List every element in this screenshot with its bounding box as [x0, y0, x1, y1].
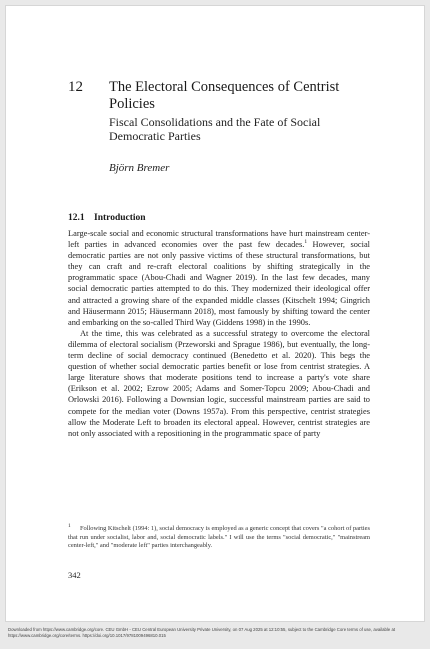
paragraph-1 [68, 228, 370, 328]
footnote: $^1$ Following Kitschelt (1994: 1), social democracy is employed as a generic concept that covers "a cohort of parties that run under socialist, labor and, social democratic labels." I will use the terms "social democratic," "mainstream center-left," and "moderate left" parties interchangeably. [68, 522, 370, 550]
footnote-reference[interactable]: 1 [304, 239, 308, 246]
document-page [5, 5, 425, 622]
chapter-author: Björn Bremer [109, 162, 170, 174]
paragraph-1-continued: However, social democratic parties are not only passive victims of these structural transformations, but they can craft and re-craft electoral coalitions by shifting strategically in the programmatic space (Abou-Chadi and Wagner 2019). In the last few decades, many social democratic parties attempted to do this. They modernized their ideological offer and attracted a growing share of the expanded middle classes (Kitschelt 1994; Gingrich and Häusermann 2015; Häusermann 2018), most famously by shifting toward the center and embarking on the so-called Third Way (Giddens 1998) in the 1990s. [68, 240, 371, 327]
paragraph-1-text: Large-scale social and economic structural transformations have hurt mainstream center-left parties in advanced economies over the past few decades. [68, 229, 370, 250]
chapter-title: The Electoral Consequences of Centrist Policies [109, 79, 340, 112]
page-number: 342 [68, 570, 81, 580]
section-title: Introduction [94, 213, 146, 223]
footnote-text: Following Kitschelt (1994: 1), social democracy is employed as a generic concept that covers "a cohort of parties that run under socialist, labor and, social democratic labels." I will use the terms "social democratic," "mainstream center-left," and "moderate left" parties interchangeably. [68, 525, 370, 550]
download-notice: Downloaded from https://www.cambridge.org/core. CEU GmbH - CEU Central European University Private University, on 07 Aug 2025 at 12:10:55, subject to the Cambridge Core terms of use, available at https://www.cambridge.org/core/terms. https://doi.org/10.1017/9781009496810.015 [8, 627, 396, 638]
section-number: 12.1 [68, 213, 85, 223]
body-text [68, 228, 370, 439]
paragraph-2: At the time, this was celebrated as a successful strategy to overcome the electoral dilemma of electoral socialism (Przeworski and Sprague 1986), but eventually, the long-term decline of social democracy continued (Benedetto et al. 2020). This begs the question of whether social democratic parties benefit or lose from centrist strategies. A large literature shows that moderate positions tend to increase a party's vote share (Erikson et al. 2002; Ezrow 2005; Adams and Somer-Topcu 2009; Abou-Chadi and Orlowski 2016). Following a Downsian logic, successful mainstream parties are said to compete for the median voter (Downs 1957a). From this perspective, centrist strategies allow the Moderate Left to broaden its electoral appeal. However, centrist strategies are not only associated with a repositioning in the programmatic space of party [68, 328, 370, 438]
chapter-subtitle: Fiscal Consolidations and the Fate of Social Democratic Parties [109, 115, 321, 143]
section-heading [68, 213, 146, 223]
chapter-number: 12 [68, 79, 83, 95]
